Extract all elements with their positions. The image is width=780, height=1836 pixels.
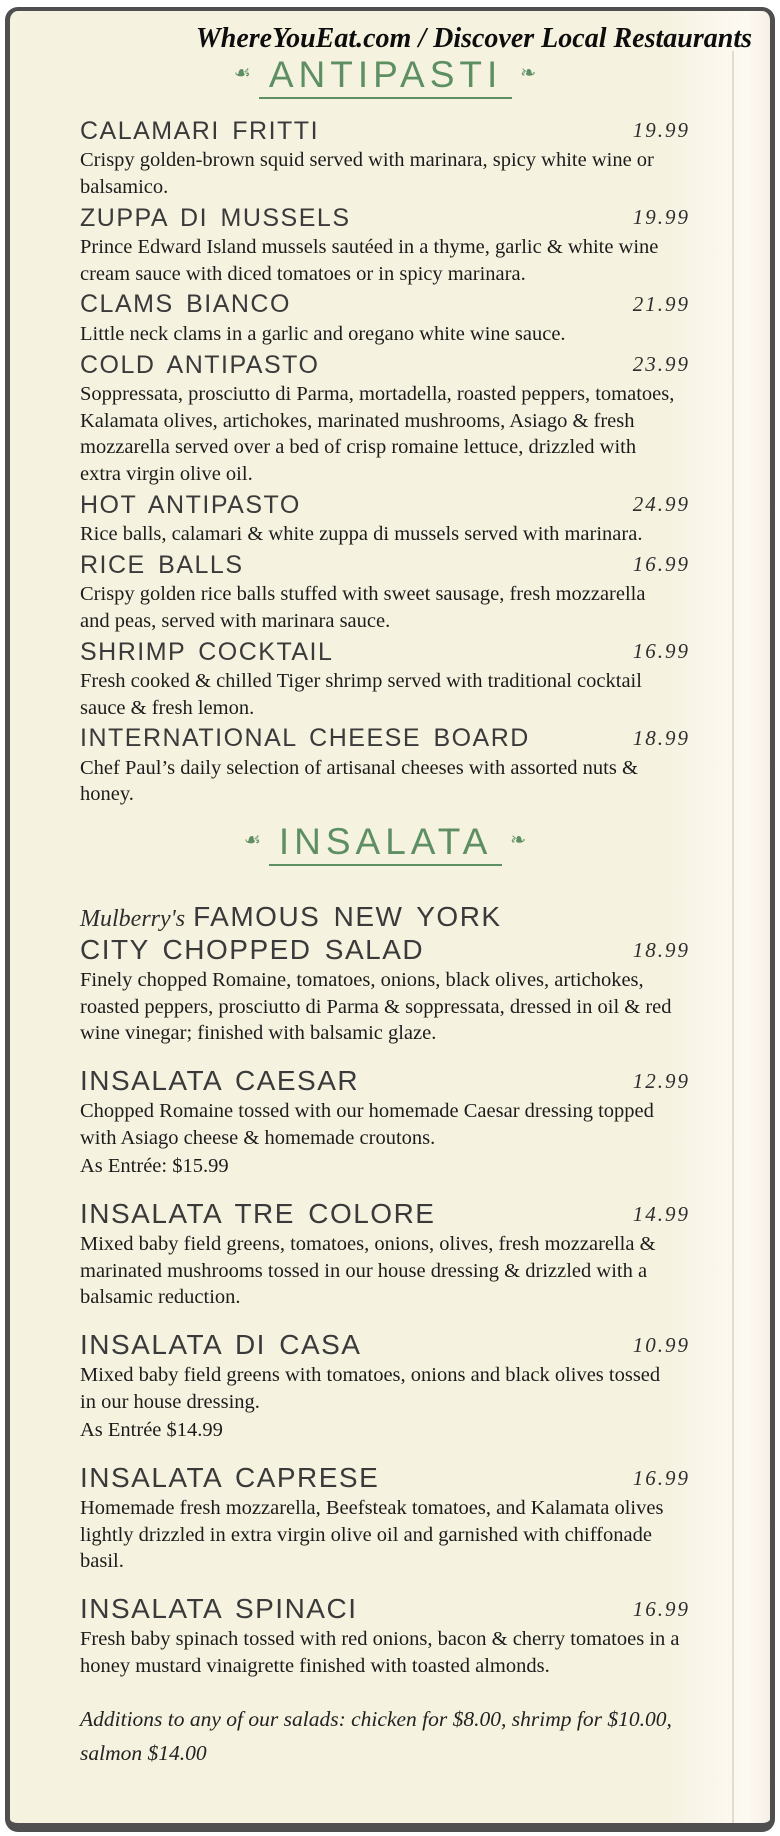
item-name xyxy=(80,1328,361,1361)
item-description: Fresh cooked & chilled Tiger shrimp served with traditional cocktail sauce & fresh lemon. xyxy=(80,670,642,719)
menu-item xyxy=(80,204,690,288)
item-name-text: CLAMS BIANCO xyxy=(80,290,291,319)
section-items xyxy=(80,900,690,1679)
item-description: Prince Edward Island mussels sautéed in a thyme, garlic & white wine cream sauce with diced tomatoes or in spicy marinara. xyxy=(80,236,659,285)
menu-item xyxy=(80,1592,690,1679)
item-price: 21.99 xyxy=(632,291,690,316)
paper-crease xyxy=(732,51,734,1823)
section-header xyxy=(80,55,690,99)
menu-item xyxy=(80,1197,690,1311)
item-row xyxy=(80,351,690,381)
item-name xyxy=(80,204,351,234)
item-name-text: ZUPPA DI MUSSELS xyxy=(80,203,351,232)
item-name xyxy=(80,1197,435,1230)
item-name-text: INSALATA SPINACI xyxy=(80,1592,358,1624)
item-name-text: INSALATA CAPRESE xyxy=(80,1461,380,1493)
section-header xyxy=(80,822,690,866)
menu-sections xyxy=(80,55,690,1679)
section-title: ANTIPASTI xyxy=(259,55,512,99)
item-name xyxy=(80,724,530,754)
item-description: Crispy golden rice balls stuffed with sweet sausage, fresh mozzarella and peas, served with marinara sauce. xyxy=(80,583,646,632)
item-row xyxy=(80,1461,690,1494)
item-description: Fresh baby spinach tossed with red onions, bacon & cherry tomatoes in a honey mustard vinaigrette finished with toasted almonds. xyxy=(80,1627,680,1677)
item-name xyxy=(80,551,244,581)
item-row xyxy=(80,551,690,581)
menu-item xyxy=(80,491,690,548)
floral-ornament-right-icon: ❧ xyxy=(510,830,527,852)
item-row xyxy=(80,724,690,754)
item-row xyxy=(80,1592,690,1625)
item-price: 12.99 xyxy=(632,1069,690,1094)
item-description: Little neck clams in a garlic and oregano white wine sauce. xyxy=(80,322,566,345)
item-entree-note: As Entrée $14.99 xyxy=(80,1419,223,1442)
item-description: Mixed baby field greens, tomatoes, onions, olives, fresh mozzarella & marinated mushrooms tossed in our house dressing & drizzled with a balsamic reduction. xyxy=(80,1233,656,1309)
section-items xyxy=(80,117,690,808)
item-description: Crispy golden-brown squid served with marinara, spicy white wine or balsamico. xyxy=(80,149,654,199)
item-row xyxy=(80,638,690,668)
item-price: 19.99 xyxy=(632,205,690,230)
item-description: Chef Paul’s daily selection of artisanal cheeses with assorted nuts & honey. xyxy=(80,756,638,806)
item-row xyxy=(80,1064,690,1097)
item-name-text: COLD ANTIPASTO xyxy=(80,350,320,379)
item-price: 16.99 xyxy=(632,1596,690,1621)
menu-item xyxy=(80,1461,690,1575)
menu-item xyxy=(80,638,690,722)
item-price: 16.99 xyxy=(632,639,690,664)
item-name xyxy=(80,1592,357,1625)
menu-item xyxy=(80,117,690,201)
item-price: 18.99 xyxy=(632,938,690,963)
item-price: 24.99 xyxy=(632,492,690,517)
item-name-text: INSALATA CAESAR xyxy=(80,1065,360,1097)
floral-ornament-right-icon: ❧ xyxy=(520,63,537,85)
floral-ornament-left-icon: ☙ xyxy=(243,830,261,852)
item-name xyxy=(80,351,319,381)
menu-item xyxy=(80,1064,690,1180)
item-description: Chopped Romaine tossed with our homemade Caesar dressing topped with Asiago cheese & homemade croutons. xyxy=(80,1100,654,1149)
item-price: 14.99 xyxy=(632,1202,690,1227)
menu-item xyxy=(80,724,690,808)
menu-item xyxy=(80,900,690,1047)
menu-card xyxy=(5,7,775,1832)
item-name-text: INTERNATIONAL CHEESE BOARD xyxy=(80,724,530,753)
item-price: 10.99 xyxy=(632,1333,690,1358)
item-name xyxy=(80,1064,359,1097)
item-description: Soppressata, prosciutto di Parma, mortadella, roasted peppers, tomatoes, Kalamata olives, artichokes, marinated mushrooms, Asiago & fresh mozzarella served over a bed of crisp romaine lettuce, drizzled with extra virgin olive oil. xyxy=(80,383,675,485)
item-name xyxy=(80,1461,379,1494)
item-row xyxy=(80,117,690,147)
item-description: Homemade fresh mozzarella, Beefsteak tomatoes, and Kalamata olives lightly drizzled in extra virgin olive oil and garnished with chiffonade basil. xyxy=(80,1496,664,1573)
item-entree-note: As Entrée: $15.99 xyxy=(80,1155,229,1178)
item-price: 16.99 xyxy=(632,1465,690,1490)
menu-item xyxy=(80,290,690,347)
item-row xyxy=(80,1197,690,1230)
item-name-text: HOT ANTIPASTO xyxy=(80,490,301,519)
item-price: 16.99 xyxy=(632,552,690,577)
section-title: INSALATA xyxy=(269,822,502,866)
menu-item xyxy=(80,551,690,635)
item-price: 23.99 xyxy=(632,352,690,377)
item-row xyxy=(80,491,690,521)
item-description: Mixed baby field greens with tomatoes, onions and black olives tossed in our house dressing. xyxy=(80,1364,661,1413)
item-row xyxy=(80,1328,690,1361)
item-name xyxy=(80,491,301,521)
site-title: WhereYouEat.com / Discover Local Restaurants xyxy=(195,23,752,54)
menu-item xyxy=(80,351,690,488)
item-description: Rice balls, calamari & white zuppa di mussels served with marinara. xyxy=(80,523,643,546)
item-name xyxy=(80,638,333,668)
item-row xyxy=(80,900,690,966)
salad-additions-note: Additions to any of our salads: chicken for $8.00, shrimp for $10.00, salmon $14.00 xyxy=(80,1707,672,1765)
item-name-text: SHRIMP COCKTAIL xyxy=(80,637,334,666)
item-name-text: INSALATA DI CASA xyxy=(80,1328,362,1360)
item-name-text: CALAMARI FRITTI xyxy=(80,116,320,145)
item-name-text: FAMOUS NEW YORK CITY CHOPPED SALAD xyxy=(80,900,502,966)
item-price: 18.99 xyxy=(632,725,690,750)
item-name-text: RICE BALLS xyxy=(80,550,244,579)
item-name xyxy=(80,117,319,147)
item-description: Finely chopped Romaine, tomatoes, onions, black olives, artichokes, roasted peppers, prosciutto di Parma & soppressata, dressed in oil & red wine vinegar; finished with balsamic glaze. xyxy=(80,969,672,1045)
item-price: 19.99 xyxy=(632,118,690,143)
floral-ornament-left-icon: ☙ xyxy=(233,63,251,85)
item-name-text: INSALATA TRE COLORE xyxy=(80,1198,436,1230)
menu-item xyxy=(80,1328,690,1444)
item-name xyxy=(80,290,291,320)
item-row xyxy=(80,290,690,320)
item-name-prefix: Mulberry's xyxy=(80,905,186,932)
item-name xyxy=(80,900,519,966)
item-row xyxy=(80,204,690,234)
